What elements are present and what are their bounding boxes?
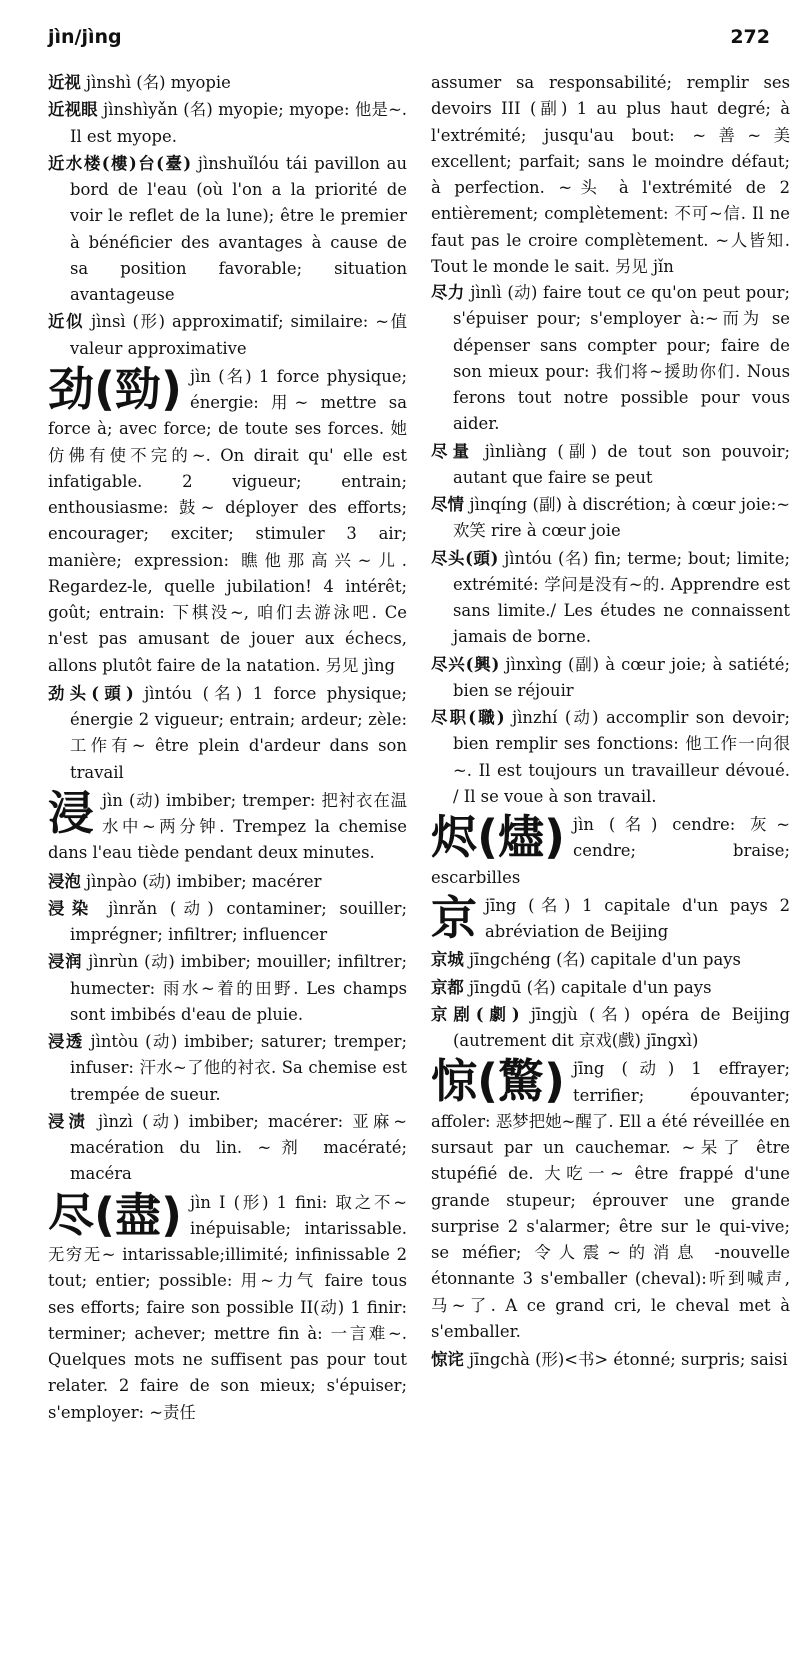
headword: 京都 xyxy=(431,977,464,997)
entry-definition: jīngjù (名) opéra de Beijing (autrement dit 京戏(戲) jīngxì) xyxy=(453,1004,790,1050)
entry-definition: jīngchà (形)<书> étonné; surpris; saisi xyxy=(469,1350,788,1369)
dictionary-entry xyxy=(431,705,790,810)
dictionary-entry xyxy=(48,1029,407,1108)
page-number: 272 xyxy=(730,26,770,48)
entry-definition: jìnzì (动) imbiber; macérer: 亚麻~ macération du lin. ~剂 macératé; macéra xyxy=(70,1111,408,1184)
headword: 尽情 xyxy=(431,495,465,514)
main-entry xyxy=(48,1187,407,1426)
entry-definition: jīng (名) 1 capitale d'un pays 2 abréviation de Beijing xyxy=(485,895,790,941)
headword: 近似 xyxy=(48,312,85,332)
dictionary-entry xyxy=(48,1109,407,1188)
main-headword: 浸 xyxy=(48,785,94,840)
main-entry xyxy=(48,361,407,679)
dictionary-entry xyxy=(48,681,407,786)
entry-definition: jìnzhí (动) accomplir son devoir; bien remplir ses fonctions: 他工作一向很~. Il est toujours un travailleur dévoué. / Il se voue à son travail. xyxy=(453,708,790,806)
entry-definition: jìnxìng (副) à cœur joie; à satiété; bien se réjouir xyxy=(453,654,790,700)
main-headword: 烬(燼) xyxy=(431,810,566,864)
dictionary-entry xyxy=(431,947,790,973)
dictionary-entry xyxy=(48,70,407,96)
page-header xyxy=(48,26,790,66)
entry-definition: jìnshì (名) myopie xyxy=(86,73,231,92)
entry-definition: jìn I (形) 1 fini: 取之不~ inépuisable; intarissable. 无穷无~ intarissable;illimité; infinissable 2 tout; entier; possible: 用~力气 faire tous ses efforts; faire son possible II(动) 1 finir: terminer; achever; mettre fin à: 一言难~. Quelques mots ne suffisent pas pour tout relater. 2 faire de son mieux; s'épuiser; s'employer: ~责任 xyxy=(48,1192,407,1422)
headword: 尽职(職) xyxy=(431,708,505,727)
headword: 尽头(頭) xyxy=(431,548,499,568)
entry-definition: jìnshìyǎn (名) myopie; myope: 他是~. Il est myope. xyxy=(70,100,408,146)
main-headword: 尽(盡) xyxy=(48,1187,183,1242)
dictionary-entry xyxy=(48,97,407,150)
main-entry xyxy=(431,1056,790,1345)
main-entry xyxy=(48,785,407,867)
dictionary-entry xyxy=(431,1002,790,1055)
dictionary-entry xyxy=(431,439,790,492)
entry-definition: jìnrǎn (动) contaminer; souiller; imprégner; infiltrer; influencer xyxy=(70,898,407,944)
headword: 劲头(頭) xyxy=(48,683,134,703)
entry-definition: jìnsì (形) approximatif; similaire: ~值 valeur approximative xyxy=(70,312,408,358)
headword: 浸透 xyxy=(48,1032,84,1051)
dictionary-entry xyxy=(431,1347,790,1373)
entry-definition: jīngdū (名) capitale d'un pays xyxy=(469,977,712,997)
main-entry xyxy=(431,812,790,891)
headword: 近水楼(樓)台(臺) xyxy=(48,153,192,173)
dictionary-entry xyxy=(431,546,790,651)
headword: 京剧(劇) xyxy=(431,1004,520,1024)
headword: 京城 xyxy=(431,950,464,970)
dictionary-entry xyxy=(48,869,407,895)
entry-definition: jìntóu (名) fin; terme; bout; limite; extrémité: 学问是没有~的. Apprendre est sans limite./ Les études ne connaissent jamais de borne. xyxy=(453,548,790,647)
dictionary-entry xyxy=(48,896,407,949)
main-headword: 京 xyxy=(431,890,477,945)
dictionary-entry xyxy=(48,151,407,309)
entry-definition: jīngchéng (名) capitale d'un pays xyxy=(469,950,741,970)
main-entry xyxy=(431,890,790,946)
entry-definition: jìnliàng (副) de tout son pouvoir; autant que faire se peut xyxy=(453,441,791,487)
entry-definition: jìntóu (名) 1 force physique; énergie 2 vigueur; entrain; ardeur; zèle: 工作有~ être plein d'ardeur dans son travail xyxy=(70,683,408,782)
dictionary-entry xyxy=(431,975,790,1001)
entry-definition: jīng (动) 1 effrayer; terrifier; épouvanter; affoler: 恶梦把她~醒了. Ell a été réveillée en sursaut par un cauchemar. ~呆了 être stupéfié de. 大吃一~ être frappé d'une grande stupeur; éprouver une grande surprise 2 s'alarmer; être sur le qui-vive; se méfier; 令人震~的消息 -nouvelle étonnante 3 s'emballer (cheval):听到喊声, 马~了. A ce grand cri, le cheval met à s'emballer. xyxy=(431,1059,790,1341)
entry-definition: jìnshuǐlóu tái pavillon au bord de l'eau (où l'on a la priorité de voir le reflet de la lune); être le premier à bénéficier des avantages à cause de sa position favorable; situation avantageuse xyxy=(70,153,408,304)
running-head: jìn/jìng xyxy=(48,26,122,48)
headword: 浸渍 xyxy=(48,1111,89,1131)
entry-definition: jìnpào (动) imbiber; macérer xyxy=(86,871,322,891)
dictionary-entry xyxy=(48,949,407,1028)
entry-definition: jìntòu (动) imbiber; saturer; tremper; infuser: 汗水~了他的衬衣. Sa chemise est trempée de sueur. xyxy=(70,1032,408,1104)
left-column xyxy=(48,70,407,1428)
entry-definition: jìnqíng (副) à discrétion; à cœur joie:~欢笑 rire à cœur joie xyxy=(453,495,790,541)
main-headword: 劲(勁) xyxy=(48,361,183,416)
dictionary-entry xyxy=(431,652,790,705)
entry-definition: jìn (动) imbiber; tremper: 把衬衣在温水中~两分钟. Trempez la chemise dans l'eau tiède pendant deux minutes. xyxy=(48,790,407,863)
headword: 尽量 xyxy=(431,441,475,461)
dictionary-entry xyxy=(431,280,790,438)
headword: 近视 xyxy=(48,73,81,92)
columns xyxy=(48,70,790,1428)
entry-definition: jìn (名) cendre: 灰~ cendre; braise; escarbilles xyxy=(431,815,790,887)
headword: 尽力 xyxy=(431,283,465,302)
entry-definition: jìnrùn (动) imbiber; mouiller; infiltrer; humecter: 雨水~着的田野. Les champs sont imbibés d'eau de pluie. xyxy=(70,952,407,1024)
main-headword: 惊(驚) xyxy=(431,1054,566,1109)
right-column xyxy=(431,70,790,1428)
continued-definition: assumer sa responsabilité; remplir ses devoirs III (副) 1 au plus haut degré; à l'extrémité; jusqu'au bout: ~善~美 excellent; parfait; sans le moindre défaut; à perfection. ~头 à l'extrémité de 2 entièrement; complètement: 不可~信. Il ne faut pas le croire complètement. ~人皆知. Tout le monde le sait. 另见 jǐn xyxy=(431,73,790,276)
entry-definition: jìn (名) 1 force physique; énergie: 用~ mettre sa force à; avec force; de toute ses forces. 她仿佛有使不完的~. On dirait qu' elle est infatigable. 2 vigueur; entrain; enthousiasme: 鼓~ déployer des efforts; encourager; exciter; stimuler 3 air; manière; expression: 瞧他那高兴~儿. Regardez-le, quelle jubilation! 4 intérêt; goût; entrain: 下棋没~, 咱们去游泳吧. Ce n'est pas amusant de jouer aux échecs, allons plutôt faire de la natation. 另见 jìng xyxy=(48,366,407,675)
headword: 浸染 xyxy=(48,898,96,918)
headword: 浸润 xyxy=(48,952,83,972)
dictionary-entry xyxy=(48,309,407,362)
headword: 浸泡 xyxy=(48,871,81,891)
dictionary-entry xyxy=(431,492,790,545)
headword: 惊诧 xyxy=(431,1350,464,1369)
entry-definition: jìnlì (动) faire tout ce qu'on peut pour; s'épuiser pour; s'employer à:~而为 se dépenser sans compter pour; faire de son mieux pour: 我们将~援助你们. Nous ferons tout notre possible pour vous aider. xyxy=(453,283,790,434)
headword: 尽兴(興) xyxy=(431,654,500,674)
headword: 近视眼 xyxy=(48,100,98,120)
